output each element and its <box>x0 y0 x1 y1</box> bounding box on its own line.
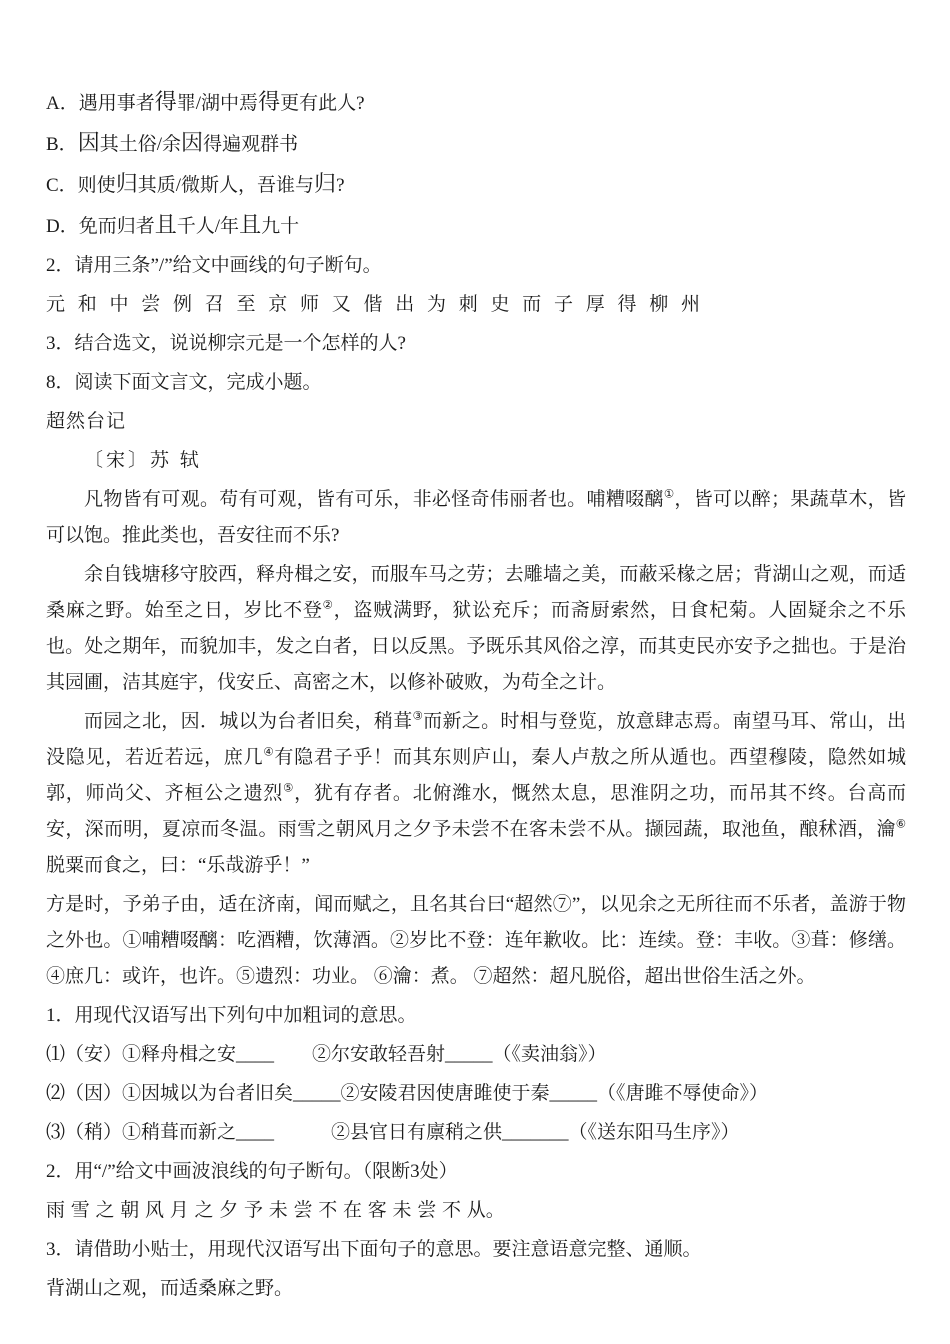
option-d: D．免而归者且千人/年且九十 <box>46 212 300 237</box>
passage-paragraph-1: 凡物皆有可观。苟有可观，皆有可乐，非必怪奇伟丽者也。哺糟啜醨①，皆可以醉；果蔬草木，皆可以饱。推此类也，吾安往而不乐? <box>46 488 906 546</box>
question-3-prompt: 3．结合选文，说说柳宗元是一个怎样的人? <box>46 333 406 354</box>
subquestion-1-prompt: 1．用现代汉语写出下列句中加粗词的意思。 <box>46 1005 417 1026</box>
question-2-prompt: 2．请用三条”/”给文中画线的句子断句。 <box>46 255 382 276</box>
option-c: C．则使归其质/微斯人，吾谁与归? <box>46 171 345 196</box>
question-8-prompt: 8．阅读下面文言文，完成小题。 <box>46 372 322 393</box>
subquestion-1-item-2: ⑵（因）①因城以为台者旧矣_____②安陵君因使唐雎使于秦_____（《唐雎不辱使命》） <box>46 1083 769 1104</box>
passage-paragraph-4-notes: 方是时，予弟子由，适在济南，闻而赋之，且名其台曰“超然⑦”，以见余之无所往而不乐者，盖游于物之外也。①哺糟啜醨：吃酒糟，饮薄酒。②岁比不登：连年歉收。比：连续。登：丰收。③葺：修缮。④庶几：或许，也许。⑤遗烈：功业。 ⑥瀹：煮。 ⑦超然：超凡脱俗，超出世俗生活之外。 <box>46 894 906 987</box>
sentence-to-punctuate-2: 雨 雪 之 朝 风 月 之 夕 予 未 尝 不 在 客 未 尝 不 从。 <box>46 1200 505 1221</box>
passage-paragraph-2: 余自钱塘移守胶西，释舟楫之安，而服车马之劳；去雕墙之美，而蔽采椽之居；背湖山之观，而适桑麻之野。始至之日，岁比不登②，盗贼满野，狱讼充斥；而斋厨索然，日食杞菊。人固疑余之不乐也。处之期年，而貌加丰，发之白者，日以反黑。予既乐其风俗之淳，而其吏民亦安予之拙也。于是治其园圃，洁其庭宇，伐安丘、高密之木，以修补破败，为苟全之计。 <box>46 564 906 693</box>
subquestion-2-prompt: 2．用“/”给文中画波浪线的句子断句。（限断3处） <box>46 1161 458 1182</box>
sentence-to-punctuate-1: 元 和 中 尝 例 召 至 京 师 又 偕 出 为 刺 史 而 子 厚 得 柳 州 <box>46 294 702 315</box>
subquestion-1-item-3: ⑶（稍）①稍葺而新之____ ②县官日有廪稍之供_______（《送东阳马生序》） <box>46 1122 740 1143</box>
subquestion-1-item-1: ⑴（安）①释舟楫之安____ ②尔安敢轻吾射_____（《卖油翁》） <box>46 1044 607 1065</box>
passage-author: 〔宋〕苏 轼 <box>84 450 202 471</box>
option-b: B．因其土俗/余因得遍观群书 <box>46 130 299 155</box>
option-a: A．遇用事者得罪/湖中焉得更有此人? <box>46 89 365 114</box>
sentence-to-translate: 背湖山之观，而适桑麻之野。 <box>46 1278 294 1299</box>
subquestion-3-prompt: 3．请借助小贴士，用现代汉语写出下面句子的意思。要注意语意完整、通顺。 <box>46 1239 702 1260</box>
passage-paragraph-3: 而园之北，因．城以为台者旧矣，稍葺③而新之。时相与登览，放意肆志焉。南望马耳、常山，出没隐见，若近若远，庶几④有隐君子乎！而其东则庐山，秦人卢敖之所从遁也。西望穆陵，隐然如城郭，师尚父、齐桓公之遗烈⑤，犹有存者。北俯潍水，慨然太息，思淮阴之功，而吊其不终。台高而安，深而明，夏凉而冬温。雨雪之朝风月之夕予未尝不在客未尝不从。撷园蔬，取池鱼，酿秫酒，瀹⑥脱粟而食之，曰：“乐哉游乎！” <box>46 710 906 876</box>
passage-title: 超然台记 <box>46 411 127 432</box>
